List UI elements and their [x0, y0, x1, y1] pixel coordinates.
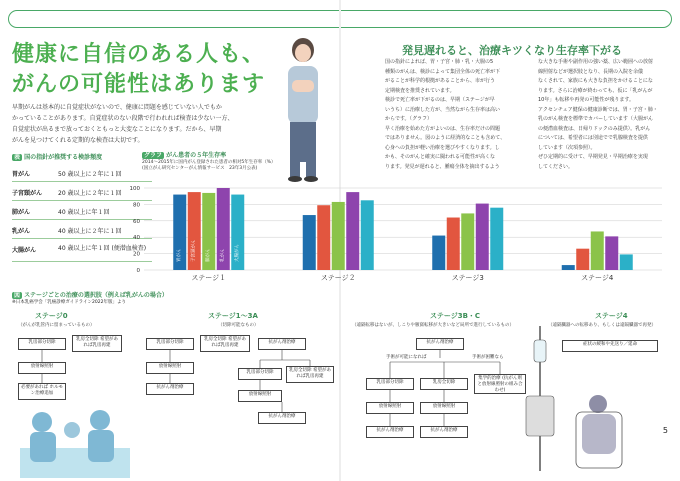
flow-section-note: ※日本乳癌学会「乳癌診療ガイドライン2022年版」より: [12, 300, 126, 305]
treatment-chair-illustration: [520, 316, 640, 478]
series-label: 胃がん: [176, 248, 182, 262]
right-section-title: 発見遅れると、治療キツくなり生存率下がる: [402, 44, 622, 57]
paragraph-line: 種類のがんは、検診によって集団全体の死亡率が下: [385, 68, 501, 75]
flow-box: 必要があれば ホルモン治療追加: [18, 383, 66, 400]
x-category-label: ステージ１: [191, 274, 227, 282]
y-tick-label: 20: [133, 251, 140, 258]
paragraph-line: しています（次項参照）。: [538, 144, 596, 151]
paragraph-line: については、希望者には別途でで乳腺検査を提供: [538, 135, 648, 141]
paragraph-line: 国の指針によれば、胃・子宮・肺・乳・大腸の5: [385, 59, 494, 65]
paragraph-line: 乳のがん検査を標準でカバーしています（大腸がん: [538, 116, 654, 122]
stage13-sub: （切除可能なもの）: [218, 323, 259, 328]
paragraph-line: ではありません。図のように経済的なことも含めて、: [385, 135, 506, 141]
x-category-label: ステージ4: [581, 274, 614, 282]
graph-caption: グラフ がん患者の５年生存率: [144, 152, 227, 159]
flow-box: 放射線照射: [238, 390, 282, 402]
freq-badge: 表: [14, 154, 21, 161]
stage3b-title: ステージ3B・C: [430, 312, 481, 320]
flow-box: 乳房全切除 希望があれば乳房再建: [72, 335, 122, 352]
flow-box: 放射線照射: [146, 362, 194, 374]
series-label: 子宮頸がん: [191, 239, 197, 262]
freq-row: 乳がん 40 歳以上に２年に１回: [12, 221, 152, 239]
flow-box: 乳房全切除: [420, 378, 468, 390]
stage0-title: ステージ0: [35, 312, 68, 320]
flow-box: 乳房部分切除: [366, 378, 414, 390]
paragraph-line: 定期検査を推奨されています。: [385, 87, 455, 94]
paragraph-line: ります。さらに治療が終わっても、仮に「乳がんが: [538, 87, 653, 94]
intro-paragraph: 早期がんは基本的に自覚症状がないので、健康に問題を感じていない人でもか かっていることがあります。自覚症状のない段階で行われれば検査は少ない一方、 自覚症状が出るまで放っておくともっと大変なことになります。だから、早期 がんを見つけてくれる定期的な検査は大切です。: [12, 104, 234, 144]
paragraph-line: からです。（グラフ）: [385, 116, 433, 122]
flow-box: 放射線照射: [366, 402, 414, 414]
y-tick-label: 80: [133, 202, 140, 209]
stage3b-sub: （遠隔転移はないが、しこりや腋窩転移が大きいなど局所で進行しているもの）: [352, 323, 514, 328]
series-label: 大腸がん: [234, 244, 240, 262]
paragraph-line: ります。発見が遅れると、腫瘍全体を摘出するよう: [385, 163, 500, 170]
stage13-title: ステージ1～3A: [208, 312, 258, 320]
flow-box: 抗がん剤治療: [416, 338, 464, 350]
headline-line-1: 健康に自信のある人も、: [12, 42, 266, 67]
flow-box: 抗がん剤治療: [258, 412, 306, 424]
paragraph-line: 検診で死亡率が下がるのは、早期（ステージが早: [385, 97, 495, 103]
paragraph-line: ぜひ定期的に受けて、早期発見・早期治療を実現: [538, 154, 648, 160]
series-label: 乳がん: [220, 248, 226, 262]
flow-box: 症状の緩和や先送り／延命: [562, 340, 658, 352]
freq-row: 胃がん 50 歳以上に２年に１回: [12, 164, 152, 182]
page-number: 5: [662, 426, 668, 435]
flow-box: 集学的治療 (抗がん剤と放射線照射の組み合わせ): [474, 374, 526, 394]
flow-box: 乳房全切除 希望があれば乳房再建: [286, 366, 334, 383]
y-tick-label: 0: [136, 268, 140, 274]
flow-box: 乳房部分切除: [18, 338, 66, 350]
stage0-sub: （がんが乳管内に留まっているもの）: [18, 323, 95, 328]
flow-box: 乳房部分切除: [238, 368, 282, 380]
flow-box: 抗がん剤治療: [146, 383, 194, 395]
paragraph-line: の便潜血検査は、日帰りドックのみ提供）。乳がん: [538, 125, 651, 132]
paragraph-line: 早く治療を始めた方がよいのは、生存率だけの問題: [385, 125, 501, 132]
paragraph-line: な大きな手術や副作用の強い薬、広い範囲への放射: [538, 59, 654, 65]
paragraph-line: がることが科学的根拠があることから、市が行う: [385, 78, 496, 84]
freq-row: 子宮頸がん 20 歳以上に２年に１回: [12, 183, 152, 201]
y-tick-label: 40: [133, 235, 140, 242]
paragraph-line: してください。: [538, 163, 574, 170]
freq-title: 表 国の指針が推奨する検診頻度: [14, 154, 103, 161]
headline-line-2: がんの可能性はあります: [12, 72, 266, 97]
stage4-title: ステージ4: [595, 312, 628, 320]
flow-box: 抗がん剤治療: [420, 426, 468, 438]
flow-box: 抗がん剤治療: [258, 338, 306, 350]
paragraph-line: 10年」も転移や再発の可能性が残ります。: [538, 97, 634, 103]
paragraph-line: いうち）に治療した方が、当然ながら生存率は高い: [385, 106, 501, 113]
y-tick-label: 60: [133, 218, 140, 225]
flow-section-title: 図 ステージごとの治療の選択肢（例えば乳がんの場合）: [14, 292, 168, 299]
surgery-illustration: [20, 400, 130, 478]
y-tick-label: 100: [129, 186, 140, 192]
x-category-label: ステージ２: [320, 274, 356, 282]
paragraph-line: アクセンチュア健保の健康診断では、胃・子宮・肺・: [538, 106, 658, 113]
paragraph-line: 心身への負担が軽い治療を選びやすくなります。し: [385, 144, 500, 151]
paragraph-line: 線照射などが選択肢となり、長期の入院を余儀: [538, 68, 644, 75]
flow-label: 手術が困難なら: [472, 355, 504, 360]
x-category-label: ステージ3: [451, 274, 484, 282]
graph-notes: 2014～2015年に国内がん登録された患者の相対5年生存率（%） (国立がん研究センターがん情報サービス 23年3月公表): [142, 160, 276, 171]
flow-box: 放射線照射: [420, 402, 468, 414]
stage4-sub: （遠隔臓器への転移あり、もしくは遠隔臓器で再発）: [548, 323, 656, 328]
flow-box: 放射線照射: [18, 362, 66, 374]
paragraph-line: かも、そのがんと確実に闘われる可能性が高くな: [385, 154, 496, 160]
flow-label: 手術が可能になれば: [386, 355, 427, 360]
freq-row: 大腸がん 40 歳以上に年１回 (便潜血検査): [12, 240, 152, 262]
paragraph-line: なくされて、家族にも大きな負担をかけることにな: [538, 78, 653, 84]
series-label: 肺がん: [205, 248, 211, 262]
flow-box: 抗がん剤治療: [366, 426, 414, 438]
freq-row: 肺がん 40 歳以上に年１回: [12, 202, 152, 220]
flow-box: 乳房部分切除: [146, 338, 194, 350]
flow-box: 乳房全切除 希望があれば乳房再建: [200, 335, 250, 352]
